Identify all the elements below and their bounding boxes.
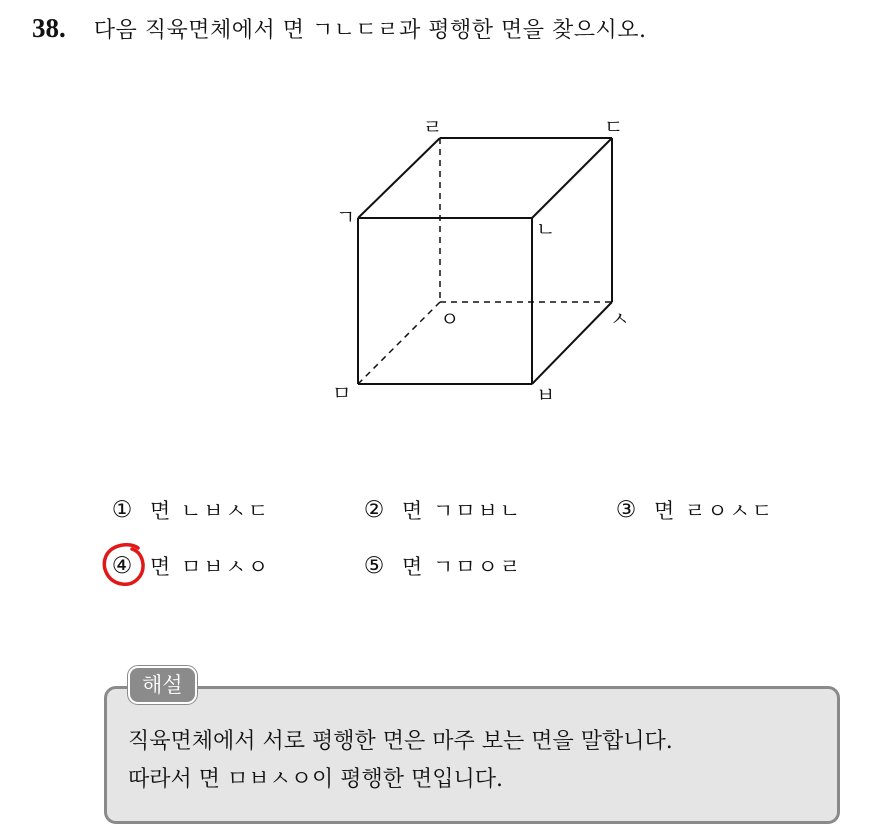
choice-4-label: 면 ㅁㅂㅅㅇ xyxy=(150,555,271,579)
choice-2[interactable] xyxy=(360,494,522,526)
hidden-edge-m-o xyxy=(358,302,440,384)
choice-2-label: 면 ㄱㅁㅂㄴ xyxy=(402,499,523,523)
explanation-line-1: 직육면체에서 서로 평행한 면은 마주 보는 면을 말합니다. xyxy=(128,729,673,754)
choice-1[interactable] xyxy=(108,494,270,526)
choice-2-number: ② xyxy=(363,497,385,523)
question-header xyxy=(32,10,647,46)
explanation-line-2: 따라서 면 ㅁㅂㅅㅇ이 평행한 면입니다. xyxy=(128,767,503,792)
choice-1-number: ① xyxy=(111,497,133,523)
question-text: 다음 직육면체에서 면 ㄱㄴㄷㄹ과 평행한 면을 찾으시오. xyxy=(93,17,647,43)
vertex-label-d: ㄷ xyxy=(604,115,624,139)
edge-b-s xyxy=(532,302,612,384)
vertex-label-n: ㄴ xyxy=(536,217,556,241)
vertex-label-g: ㄱ xyxy=(336,205,356,229)
explanation-tag: 해설 xyxy=(128,666,197,704)
cuboid-figure xyxy=(300,100,660,420)
explanation-box xyxy=(104,686,840,824)
answer-circle-mark xyxy=(100,540,150,590)
choice-4-number: ④ xyxy=(111,553,133,579)
answer-circle-stroke xyxy=(104,545,143,585)
choice-5[interactable] xyxy=(360,550,522,582)
choice-5-number: ⑤ xyxy=(363,553,385,579)
choice-3[interactable] xyxy=(612,494,774,526)
edge-n-d xyxy=(532,138,612,218)
choice-5-label: 면 ㄱㅁㅇㄹ xyxy=(402,555,523,579)
choice-1-label: 면 ㄴㅂㅅㄷ xyxy=(150,499,271,523)
vertex-label-m: ㅁ xyxy=(332,381,352,405)
vertex-label-o: ㅇ xyxy=(440,307,460,331)
question-number: 38. xyxy=(32,12,66,43)
choice-3-number: ③ xyxy=(615,497,637,523)
vertex-label-b: ㅂ xyxy=(536,383,556,407)
vertex-label-r: ㄹ xyxy=(423,115,443,139)
cuboid-diagram xyxy=(300,100,660,420)
vertex-label-s: ㅅ xyxy=(610,307,630,331)
edge-g-r xyxy=(358,138,440,218)
choice-3-label: 면 ㄹㅇㅅㄷ xyxy=(654,499,775,523)
